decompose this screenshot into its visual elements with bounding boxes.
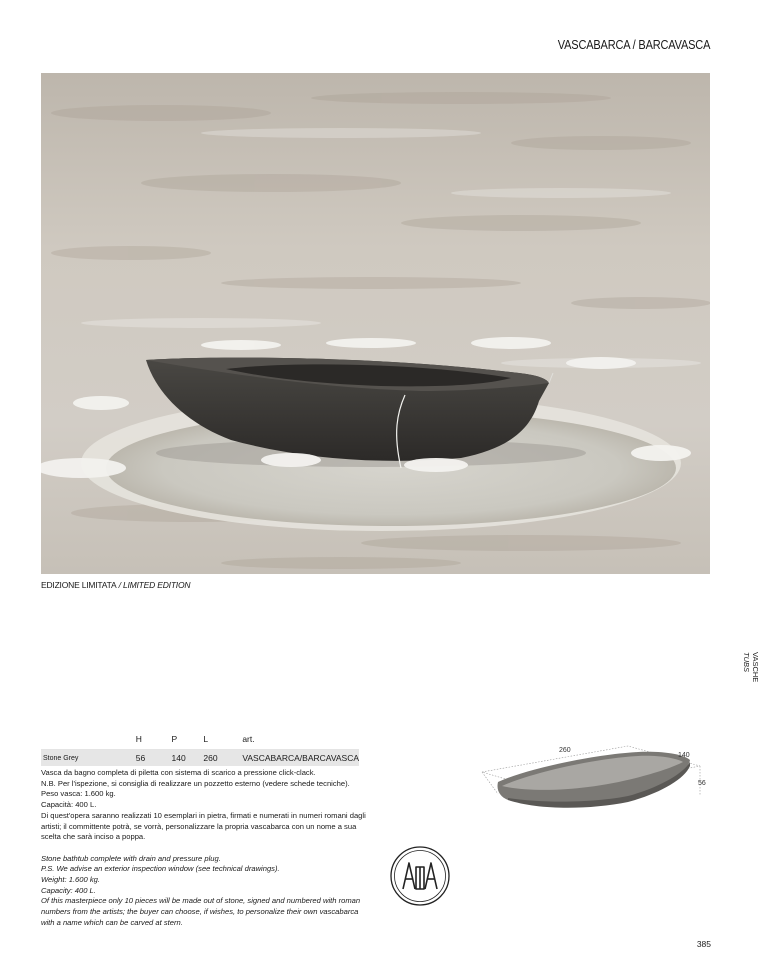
- section-side-label: [742, 652, 766, 692]
- cell-depth: 140: [172, 750, 204, 767]
- product-description: [41, 768, 366, 929]
- description-line: P.S. We advise an exterior inspection window (see technical drawings).: [41, 864, 280, 874]
- dimension-drawing: [478, 742, 714, 816]
- description-line: Stone bathtub complete with drain and pressure plug.: [41, 853, 221, 863]
- monogram-logo-icon: [389, 845, 451, 907]
- product-photo: [41, 73, 710, 574]
- description-line: N.B. Per l'ispezione, si consiglia di realizzare un pozzetto esterno (vedere schede tecniche).: [41, 778, 350, 788]
- table-row: [41, 750, 359, 767]
- description-line: Of this masterpiece only 10 pieces will be made out of stone, signed and numbered with roman numbers from the artists; the buyer can choose, if wishes, to personalize their own vascabarca with a name which can be carved at stern.: [41, 896, 361, 927]
- section-label-english: TUBS: [742, 652, 751, 673]
- cell-article: VASCABARCA/BARCAVASCA: [242, 750, 359, 767]
- cell-length: 260: [203, 750, 242, 767]
- description-line: Peso vasca: 1.600 kg.: [41, 789, 116, 799]
- description-line: Capacity: 400 L.: [41, 885, 96, 895]
- header-depth: P: [171, 734, 178, 744]
- page-number: 385: [696, 939, 711, 949]
- description-line: Di quest'opera saranno realizzati 10 esemplari in pietra, firmati e numerati in numeri romani dagli artisti; il committente potrà, se vorrà, personalizzare la propria vascabarca con un nome a sua scelta che sarà inciso a poppa.: [41, 810, 366, 842]
- photo-caption: [41, 580, 190, 590]
- section-label-italian: VASCHE: [751, 652, 760, 683]
- spec-table-header: [41, 733, 359, 750]
- header-height: H: [135, 734, 142, 744]
- paragraph-spacer: [41, 843, 366, 854]
- header-article: art.: [242, 734, 255, 744]
- cell-finish: Stone Grey: [41, 750, 136, 767]
- dimension-length-label: 260: [559, 747, 571, 754]
- header-length: L: [203, 734, 209, 744]
- description-line: Capacità: 400 L.: [41, 800, 97, 810]
- dimension-height-label: 56: [698, 780, 706, 787]
- caption-english: / LIMITED EDITION: [116, 580, 191, 590]
- description-line: Vasca da bagno completa di piletta con sistema di scarico a pressione click-clack.: [41, 768, 316, 777]
- page-title: VASCABARCA / BARCAVASCA: [557, 38, 710, 52]
- description-english: [41, 854, 366, 929]
- cell-height: 56: [136, 750, 172, 767]
- header-finish: [41, 733, 136, 750]
- bathtub-photo-image: [41, 73, 710, 574]
- dimension-depth-label: 140: [678, 752, 690, 759]
- spec-table: [41, 733, 359, 766]
- caption-italian: EDIZIONE LIMITATA: [41, 580, 117, 590]
- description-italian: [41, 768, 366, 843]
- description-line: Weight: 1.600 kg.: [41, 875, 100, 885]
